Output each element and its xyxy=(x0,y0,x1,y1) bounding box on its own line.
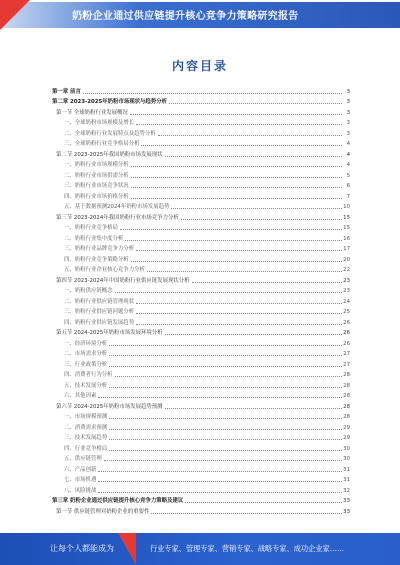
toc-entry-text: 八、风险挑战 xyxy=(64,487,97,494)
toc-dot-leader xyxy=(136,302,342,304)
toc-page-number: 30 xyxy=(343,456,350,462)
toc-page-number: 6 xyxy=(346,183,350,189)
toc-page-number: 31 xyxy=(343,477,350,483)
toc-page-number: 15 xyxy=(343,214,350,221)
toc-entry[interactable] xyxy=(52,190,350,201)
toc-dot-leader xyxy=(109,428,342,430)
toc-entry[interactable] xyxy=(52,390,350,401)
toc-page-number: 20 xyxy=(343,256,350,263)
toc-entry-text: 四、奶粉行业竞争策略分析 xyxy=(64,256,129,263)
toc-entry[interactable] xyxy=(52,463,350,474)
toc-dot-leader xyxy=(136,123,342,125)
toc-entry[interactable] xyxy=(52,337,350,348)
toc-entry[interactable] xyxy=(52,138,350,149)
toc-dot-leader xyxy=(136,249,342,251)
toc-dot-leader xyxy=(131,260,342,262)
toc-dot-leader xyxy=(141,144,342,146)
toc-dot-leader xyxy=(115,291,342,293)
toc-entry-text: 六、产品创新 xyxy=(64,466,97,473)
toc-entry[interactable] xyxy=(52,400,350,411)
toc-entry-text: 三、奶粉行业市场竞争状况 xyxy=(64,183,129,189)
toc-entry[interactable] xyxy=(52,484,350,495)
toc-page-number: 15 xyxy=(343,225,350,231)
toc-page-number: 4 xyxy=(346,141,350,147)
toc-entry-text: 二、市场需求分析 xyxy=(64,351,108,357)
toc-entry[interactable] xyxy=(52,285,350,296)
toc-page-number: 32 xyxy=(343,487,350,494)
toc-page-number: 29 xyxy=(343,435,350,441)
toc-entry-text: 三、奶粉行业供应链问题分析 xyxy=(64,309,135,315)
toc-dot-leader xyxy=(181,218,342,220)
toc-dot-leader xyxy=(131,165,342,167)
toc-dot-leader xyxy=(109,449,342,451)
toc-entry[interactable] xyxy=(52,201,350,212)
toc-page-number: 3 xyxy=(346,88,350,95)
toc-entry-text: 二、奶粉行业市场供需分析 xyxy=(64,172,129,179)
toc-entry-text: 一、奶粉行业竞争格局 xyxy=(64,225,118,231)
toc-page-number: 28 xyxy=(343,372,350,378)
toc-dot-leader xyxy=(109,344,342,346)
toc-dot-leader xyxy=(169,102,342,104)
toc-page-number: 26 xyxy=(343,340,350,347)
toc-entry-text: 五、基于数据预测2024年奶粉市场发展趋势 xyxy=(64,204,170,210)
toc-dot-leader xyxy=(109,365,342,367)
toc-page-number: 27 xyxy=(343,351,350,357)
toc-dot-leader xyxy=(98,491,342,493)
footer-bar xyxy=(0,533,400,565)
toc-page-number: 5 xyxy=(346,172,350,179)
table-of-contents xyxy=(52,85,350,516)
toc-entry[interactable] xyxy=(52,306,350,317)
toc-entry-text: 五、奶粉行业企业核心竞争力分析 xyxy=(64,267,145,273)
report-title: 奶粉企业通过供应链提升核心竞争力策略研究报告 xyxy=(72,11,299,22)
toc-entry[interactable] xyxy=(52,127,350,138)
toc-entry-text: 第一章 前言 xyxy=(52,88,81,95)
toc-dot-leader xyxy=(165,407,342,409)
toc-entry[interactable] xyxy=(52,453,350,464)
toc-entry-text: 第五节 2024-2025年奶粉市场发展环境分析 xyxy=(56,330,163,336)
toc-dot-leader xyxy=(109,417,342,419)
toc-dot-leader xyxy=(147,270,342,272)
toc-entry[interactable] xyxy=(52,316,350,327)
toc-dot-leader xyxy=(165,333,342,335)
toc-page-number: 24 xyxy=(343,298,350,305)
toc-entry[interactable] xyxy=(52,358,350,369)
toc-page-number: 28 xyxy=(343,403,350,410)
toc-entry[interactable] xyxy=(52,474,350,485)
toc-entry-text: 五、供应链管理 xyxy=(64,456,102,462)
toc-dot-leader xyxy=(98,396,342,398)
toc-entry[interactable] xyxy=(52,505,350,516)
toc-entry-text: 三、行业政策分析 xyxy=(64,361,108,368)
toc-page-number: 3 xyxy=(346,99,350,105)
toc-dot-leader xyxy=(131,197,342,199)
toc-entry-text: 一、市场规模预测 xyxy=(64,414,108,420)
toc-page-number: 29 xyxy=(343,424,350,431)
toc-dot-leader xyxy=(104,459,342,461)
toc-entry[interactable] xyxy=(52,222,350,233)
toc-entry-text: 一、经济环境分析 xyxy=(64,340,108,347)
toc-dot-leader xyxy=(165,155,342,157)
toc-page-number: 7 xyxy=(346,193,350,200)
toc-page-number: 25 xyxy=(343,309,350,315)
toc-entry-text: 第三节 2023-2024年我国奶粉行业市场竞争力分析 xyxy=(56,214,179,221)
toc-page-number: 3 xyxy=(346,109,350,116)
toc-entry-text: 二、消费需求预测 xyxy=(64,424,108,431)
toc-entry-text: 七、市场机遇 xyxy=(64,477,97,483)
toc-entry-text: 第六节 2024-2025年奶粉市场发展趋势预测 xyxy=(56,403,163,410)
toc-entry[interactable] xyxy=(52,274,350,285)
header-bar xyxy=(0,0,400,30)
toc-dot-leader xyxy=(136,323,342,325)
toc-dot-leader xyxy=(131,186,342,188)
toc-entry-text: 四、行业竞争格局 xyxy=(64,445,108,452)
toc-entry[interactable] xyxy=(52,96,350,107)
toc-entry[interactable] xyxy=(52,232,350,243)
toc-page-number: 4 xyxy=(346,151,350,158)
toc-entry[interactable] xyxy=(52,348,350,359)
footer-slogan-right: 行业专家、管理专家、营销专家、战略专家、成功企业家…… xyxy=(150,544,345,553)
toc-page-number: 10 xyxy=(343,204,350,210)
toc-entry[interactable] xyxy=(52,253,350,264)
toc-entry-text: 第二章 2023-2025年奶粉市场现状与趋势分析 xyxy=(52,99,167,105)
toc-page-number: 27 xyxy=(343,361,350,368)
toc-dot-leader xyxy=(192,281,342,283)
toc-entry[interactable] xyxy=(52,117,350,128)
toc-entry[interactable] xyxy=(52,211,350,222)
toc-entry[interactable] xyxy=(52,369,350,380)
footer-accent-shape xyxy=(118,533,136,565)
toc-page-number: 17 xyxy=(343,246,350,252)
toc-entry-text: 二、全球奶粉行业发展特点及趋势分析 xyxy=(64,130,156,137)
toc-entry-text: 四、奶粉行业市场价格分析 xyxy=(64,193,129,200)
footer-slogan-left: 让每个人都能成为 xyxy=(50,544,114,553)
toc-entry-text: 一、全球奶粉市场规模及增长 xyxy=(64,120,135,126)
toc-page-number: 33 xyxy=(343,498,350,504)
toc-entry[interactable] xyxy=(52,495,350,506)
toc-dot-leader xyxy=(158,134,342,136)
toc-page-number: 33 xyxy=(343,508,350,515)
toc-dot-leader xyxy=(131,176,342,178)
toc-entry-text: 二、奶粉行业供应链管理现状 xyxy=(64,298,135,305)
toc-dot-leader xyxy=(109,354,342,356)
toc-entry-text: 第一节 供应链管理对奶粉企业的重要性 xyxy=(56,508,150,515)
toc-dot-leader xyxy=(115,375,342,377)
toc-page-number: 22 xyxy=(343,267,350,273)
toc-page-number: 26 xyxy=(343,330,350,336)
toc-page-number: 3 xyxy=(346,130,350,137)
toc-entry[interactable] xyxy=(52,159,350,170)
toc-entry[interactable] xyxy=(52,180,350,191)
toc-page-number: 31 xyxy=(343,466,350,473)
toc-dot-leader xyxy=(109,386,342,388)
toc-page-number: 16 xyxy=(343,235,350,242)
toc-entry[interactable] xyxy=(52,432,350,443)
toc-dot-leader xyxy=(98,480,342,482)
toc-entry-text: 第四节 2023-2024年中国奶粉行业供应链发展现状分析 xyxy=(56,277,190,284)
toc-page-number: 30 xyxy=(343,445,350,452)
toc-dot-leader xyxy=(136,312,342,314)
toc-entry[interactable] xyxy=(52,264,350,275)
toc-entry[interactable] xyxy=(52,106,350,117)
toc-entry-text: 第一节 全球奶粉行业发展概况 xyxy=(56,109,128,116)
toc-dot-leader xyxy=(109,438,342,440)
toc-entry[interactable] xyxy=(52,327,350,338)
toc-page-number: 28 xyxy=(343,414,350,420)
toc-dot-leader xyxy=(171,207,342,209)
toc-entry-text: 一、奶粉行业市场规模分析 xyxy=(64,162,129,168)
toc-entry-text: 三、技术发展趋势 xyxy=(64,435,108,441)
toc-entry-text: 第三章 奶粉企业通过供应链提升核心竞争力策略及建议 xyxy=(52,498,184,504)
header-corner-accent xyxy=(0,0,30,30)
toc-page-number: 3 xyxy=(346,120,350,126)
toc-entry[interactable] xyxy=(52,421,350,432)
toc-page-number: 23 xyxy=(343,277,350,284)
toc-entry[interactable] xyxy=(52,379,350,390)
toc-entry-text: 五、技术发展分析 xyxy=(64,382,108,389)
toc-heading: 内容目录 xyxy=(171,59,228,73)
toc-entry-text: 六、其他因素 xyxy=(64,393,97,399)
toc-entry[interactable] xyxy=(52,148,350,159)
toc-dot-leader xyxy=(130,113,342,115)
toc-page-number: 28 xyxy=(343,382,350,389)
toc-dot-leader xyxy=(151,512,342,514)
toc-entry-text: 三、全球奶粉行业竞争格局分析 xyxy=(64,141,140,147)
toc-dot-leader xyxy=(120,228,342,230)
toc-entry-text: 二、奶粉行业集中度分析 xyxy=(64,235,124,242)
toc-entry-text: 一、奶粉供应链概念 xyxy=(64,288,113,294)
toc-entry[interactable] xyxy=(52,85,350,96)
toc-entry[interactable] xyxy=(52,243,350,254)
toc-page-number: 4 xyxy=(346,162,350,168)
toc-dot-leader xyxy=(125,239,342,241)
toc-page-number: 23 xyxy=(343,288,350,294)
toc-dot-leader xyxy=(83,92,342,94)
toc-entry-text: 四、奶粉行业供应链发展趋势 xyxy=(64,319,135,326)
toc-entry-text: 四、消费者行为分析 xyxy=(64,372,113,378)
toc-entry[interactable] xyxy=(52,411,350,422)
toc-entry-text: 第二节 2023-2025年我国奶粉市场发展现状 xyxy=(56,151,163,158)
toc-entry-text: 三、奶粉行业品牌竞争力分析 xyxy=(64,246,135,252)
toc-entry[interactable] xyxy=(52,169,350,180)
toc-page-number: 26 xyxy=(343,319,350,326)
toc-entry[interactable] xyxy=(52,442,350,453)
toc-dot-leader xyxy=(185,501,342,503)
toc-page-number: 28 xyxy=(343,393,350,399)
toc-dot-leader xyxy=(98,470,342,472)
toc-entry[interactable] xyxy=(52,295,350,306)
